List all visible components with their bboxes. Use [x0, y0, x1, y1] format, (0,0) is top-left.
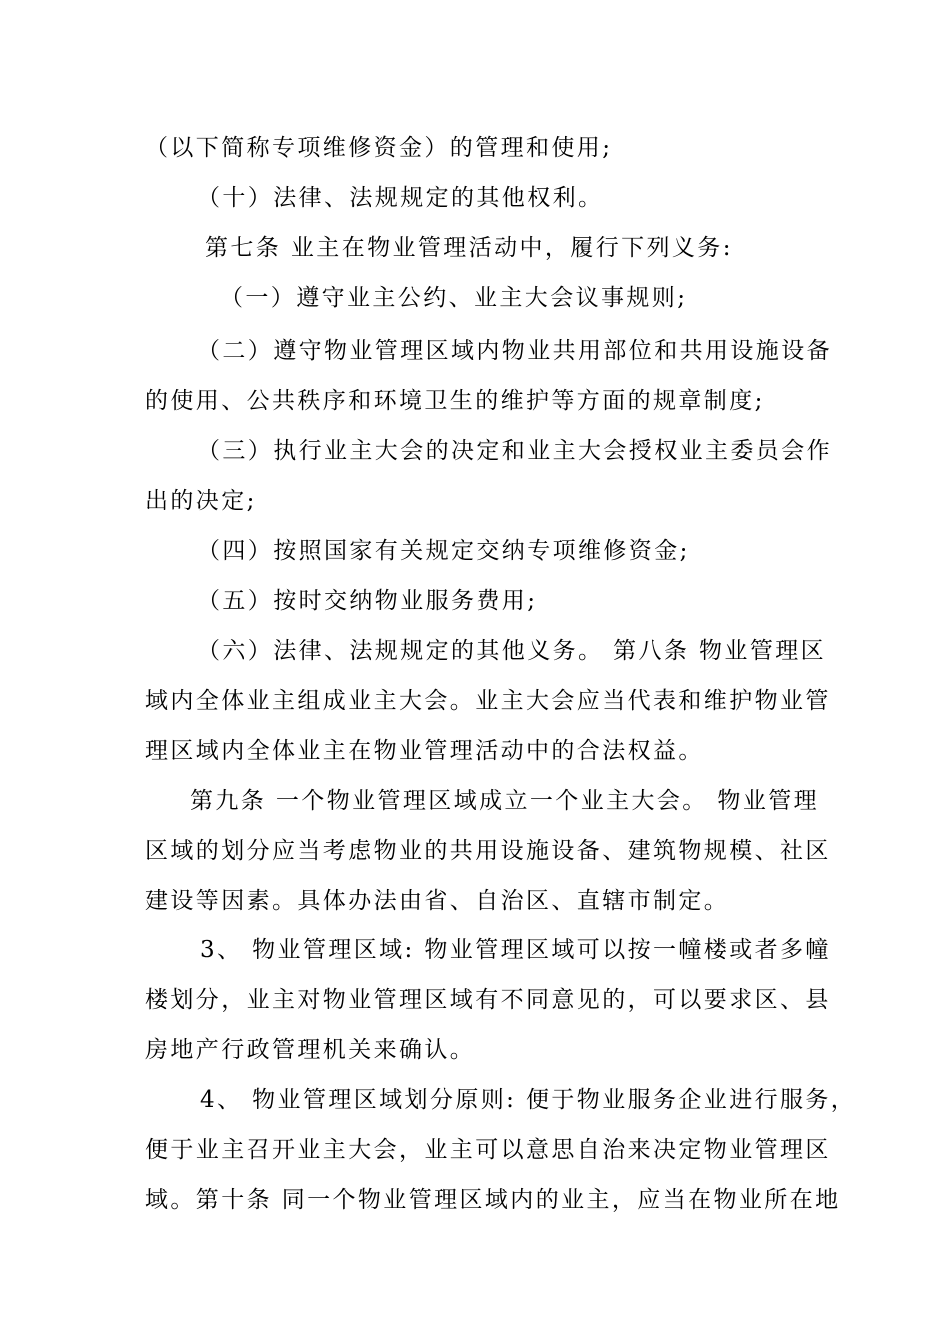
text-line: （十）法律、法规规定的其他权利。 — [197, 185, 604, 211]
text-line: 建设等因素。具体办法由省、自治区、直辖市制定。 — [145, 888, 730, 914]
text-line: 出的决定; — [145, 488, 257, 514]
text-line: （三）执行业主大会的决定和业主大会授权业主委员会作 — [197, 438, 832, 464]
text-line: （六）法律、法规规定的其他义务。 第八条 物业管理区 — [197, 638, 827, 664]
text-line: 4、 物业管理区域划分原则: 便于物业服务企业进行服务， — [200, 1087, 857, 1113]
text-line: （二）遵守物业管理区域内物业共用部位和共用设施设备 — [197, 338, 832, 364]
text-line: 3、 物业管理区域: 物业管理区域可以按一幢楼或者多幢 — [200, 937, 831, 963]
text-line: 的使用、公共秩序和环境卫生的维护等方面的规章制度; — [145, 388, 765, 414]
text-line: 便于业主召开业主大会，业主可以意思自治来决定物业管理区 — [145, 1137, 831, 1163]
text-line: 区域的划分应当考虑物业的共用设施设备、建筑物规模、社区 — [145, 838, 831, 864]
text-line: 第九条 一个物业管理区域成立一个业主大会。 物业管理 — [190, 788, 820, 814]
text-line: （一）遵守业主公约、业主大会议事规则; — [220, 285, 688, 311]
text-line: 域。第十条 同一个物业管理区域内的业主，应当在物业所在地 — [145, 1187, 841, 1213]
text-line: 房地产行政管理机关来确认。 — [145, 1037, 476, 1063]
text-line: 理区域内全体业主在物业管理活动中的合法权益。 — [145, 738, 704, 764]
text-line: （以下简称专项维修资金）的管理和使用; — [145, 135, 613, 161]
text-line: 第七条 业主在物业管理活动中，履行下列义务: — [205, 235, 733, 261]
text-line: 楼划分，业主对物业管理区域有不同意见的，可以要求区、县 — [145, 987, 831, 1013]
text-line: （五）按时交纳物业服务费用; — [197, 588, 538, 614]
text-line: （四）按照国家有关规定交纳专项维修资金; — [197, 538, 690, 564]
text-line: 域内全体业主组成业主大会。业主大会应当代表和维护物业管 — [145, 688, 831, 714]
